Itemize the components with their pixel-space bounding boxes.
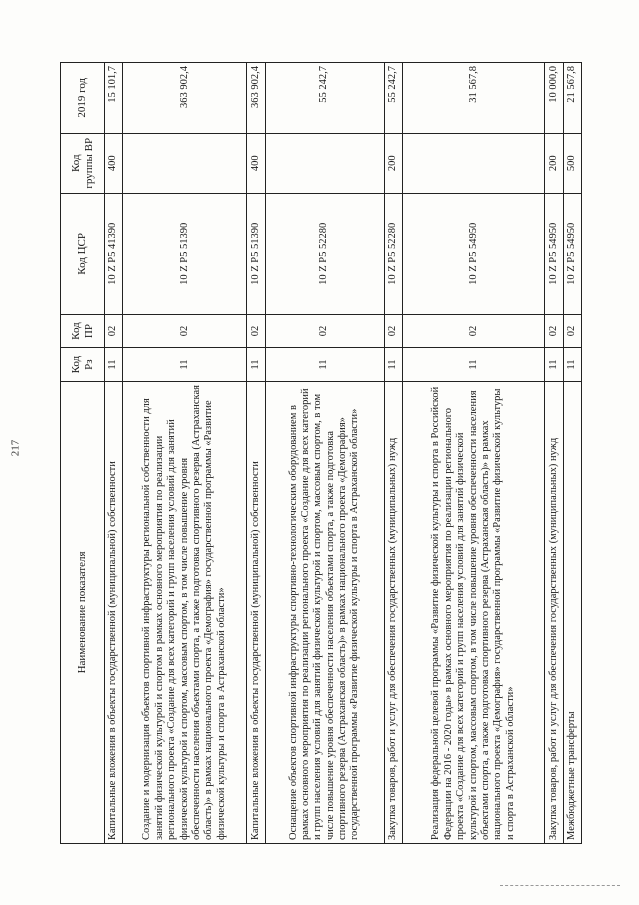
cell-rz: 11 xyxy=(545,348,563,382)
table-row xyxy=(105,63,123,844)
cell-name: Капитальные вложения в объекты государственной (муниципальной) собственности xyxy=(105,381,123,843)
cell-name: Закупка товаров, работ и услуг для обеспечения государственных (муниципальных) нужд xyxy=(545,381,563,843)
cell-name: Реализация федеральной целевой программы «Развитие физической культуры и спорта в Российской Федерации на 2016 - 2020 годы» в рамках основного мероприятия по реализации регионального проекта «Создание для всех категорий и групп населения условий для занятий физической культурой и спортом, массовым спортом, в том числе повышение уровня обеспеченности населения объектами спорта, а также подготовка спортивного резерва (Астраханская область)» в рамках национального проекта «Демография» государственной программы «Развитие физической культуры и спорта в Астраханской области» xyxy=(403,381,545,843)
table-row xyxy=(403,63,545,844)
bottom-divider xyxy=(500,885,620,886)
cell-pr: 02 xyxy=(265,314,384,348)
cell-value: 363 902,4 xyxy=(123,63,247,134)
table-row xyxy=(123,63,247,844)
cell-csr: 10 Z P5 54950 xyxy=(545,193,563,314)
cell-csr: 10 Z P5 54950 xyxy=(563,193,581,314)
rotated-table-frame xyxy=(60,62,582,844)
cell-pr: 02 xyxy=(545,314,563,348)
cell-value: 363 902,4 xyxy=(247,63,265,134)
header-name: Наименование показателя xyxy=(61,381,105,843)
cell-vr xyxy=(403,133,545,193)
cell-rz: 11 xyxy=(563,348,581,382)
cell-rz: 11 xyxy=(265,348,384,382)
cell-name: Оснащение объектов спортивной инфраструктуры спортивно-технологическим оборудованием в рамках основного мероприятия по реализации регионального проекта «Создание для всех категорий и групп населения условий для занятий физической культурой и спортом, массовым спортом, в том числе повышение уровня обеспеченности населения объектами спорта, а также подготовка спортивного резерва (Астраханская область)» в рамках национального проекта «Демография» государственной программы «Развитие физической культуры и спорта в Астраханской области» xyxy=(265,381,384,843)
cell-rz: 11 xyxy=(403,348,545,382)
budget-table xyxy=(60,62,582,844)
cell-vr: 200 xyxy=(545,133,563,193)
table-row xyxy=(545,63,563,844)
cell-value: 55 242,7 xyxy=(384,63,402,134)
table-row xyxy=(247,63,265,844)
page-number: 217 xyxy=(9,439,22,457)
cell-value: 55 242,7 xyxy=(265,63,384,134)
cell-csr: 10 Z P5 52280 xyxy=(384,193,402,314)
cell-pr: 02 xyxy=(403,314,545,348)
cell-name: Создание и модернизация объектов спортивной инфраструктуры региональной собственности для занятий физической культурой и спортом в рамках основного мероприятия по реализации регионального проекта «Создание для всех категорий и групп населения условий для занятий физической культурой и спортом, массовым спортом, в том числе повышение уровня обеспеченности населения объектами спорта, а также подготовка спортивного резерва (Астраханская область)» в рамках национального проекта «Демография» государственной программы «Развитие физической культуры и спорта в Астраханской области» xyxy=(123,381,247,843)
cell-csr: 10 Z P5 41390 xyxy=(105,193,123,314)
table-row xyxy=(265,63,384,844)
cell-vr xyxy=(265,133,384,193)
cell-vr: 500 xyxy=(563,133,581,193)
table-row xyxy=(384,63,402,844)
cell-rz: 11 xyxy=(247,348,265,382)
header-rz: Код Рз xyxy=(61,348,105,382)
header-pr: Код ПР xyxy=(61,314,105,348)
cell-vr: 400 xyxy=(105,133,123,193)
header-csr: Код ЦСР xyxy=(61,193,105,314)
landscape-layout xyxy=(60,62,582,844)
cell-rz: 11 xyxy=(105,348,123,382)
cell-pr: 02 xyxy=(384,314,402,348)
cell-name: Капитальные вложения в объекты государственной (муниципальной) собственности xyxy=(247,381,265,843)
cell-value: 21 567,8 xyxy=(563,63,581,134)
cell-vr xyxy=(123,133,247,193)
cell-csr: 10 Z P5 51390 xyxy=(247,193,265,314)
cell-name: Межбюджетные трансферты xyxy=(563,381,581,843)
cell-rz: 11 xyxy=(384,348,402,382)
cell-vr: 400 xyxy=(247,133,265,193)
cell-name: Закупка товаров, работ и услуг для обеспечения государственных (муниципальных) нужд xyxy=(384,381,402,843)
header-year: 2019 год xyxy=(61,63,105,134)
cell-value: 10 000,0 xyxy=(545,63,563,134)
cell-pr: 02 xyxy=(247,314,265,348)
cell-rz: 11 xyxy=(123,348,247,382)
cell-vr: 200 xyxy=(384,133,402,193)
cell-csr: 10 Z P5 51390 xyxy=(123,193,247,314)
table-row xyxy=(563,63,581,844)
cell-value: 15 101,7 xyxy=(105,63,123,134)
cell-pr: 02 xyxy=(563,314,581,348)
cell-csr: 10 Z P5 54950 xyxy=(403,193,545,314)
header-row xyxy=(61,63,105,844)
header-vr: Код группы ВР xyxy=(61,133,105,193)
cell-csr: 10 Z P5 52280 xyxy=(265,193,384,314)
cell-value: 31 567,8 xyxy=(403,63,545,134)
cell-pr: 02 xyxy=(123,314,247,348)
cell-pr: 02 xyxy=(105,314,123,348)
